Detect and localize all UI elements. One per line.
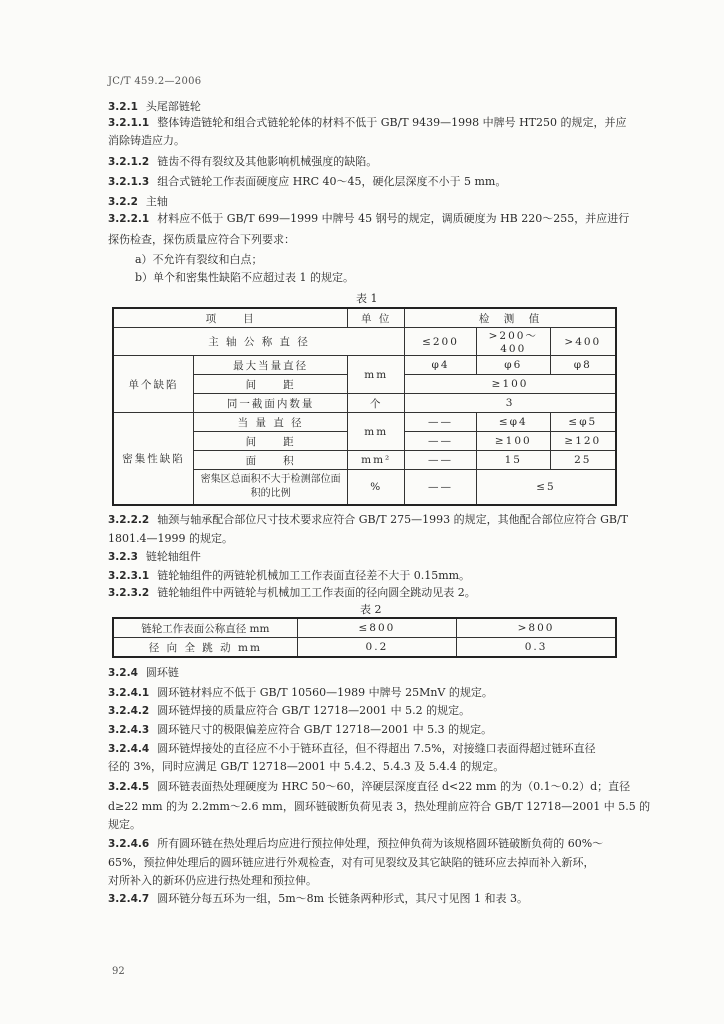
clause-text: 圆环链材料应不低于 GB/T 10560—1989 中牌号 25MnV 的规定。	[157, 686, 493, 699]
table-cell: ≥100	[405, 375, 616, 394]
clause-number: 3.2.3.2	[108, 587, 150, 599]
table-header-row	[113, 308, 616, 328]
clause-text: 组合式链轮工作表面硬度应 HRC 40～45，硬化层深度不小于 5 mm。	[157, 175, 507, 188]
clause-number: 3.2.1.1	[108, 117, 150, 129]
standard-code: JC/T 459.2—2006	[108, 76, 202, 87]
table-cell: ——	[405, 413, 477, 432]
group-label: 密集性缺陷	[113, 413, 194, 506]
clause-text: 材料应不低于 GB/T 699—1999 中牌号 45 钢号的规定，调质硬度为 HB 220～255，并应进行	[157, 212, 630, 225]
table-row	[113, 413, 616, 432]
clause-line	[108, 532, 233, 546]
clause-text: 圆环链尺寸的极限偏差应符合 GB/T 12718—2001 中 5.3 的规定。	[157, 723, 493, 736]
clause-text: 圆环链焊接的质量应符合 GB/T 12718—2001 中 5.2 的规定。	[157, 704, 471, 717]
table-cell: 0.2	[297, 638, 456, 658]
row-label: 同一截面内数量	[194, 394, 348, 413]
table-cell: ≤5	[476, 470, 616, 506]
clause-text: 所有圆环链在热处理后均应进行预拉伸处理，预拉伸负荷为该规格圆环链破断负荷的 60%～	[157, 837, 604, 850]
clause-number: 3.2.1	[108, 101, 138, 113]
clause-line	[108, 134, 185, 148]
clause-text: 链轮轴组件	[145, 550, 201, 563]
row-label: 最大当量直径	[194, 356, 348, 375]
list-item	[135, 271, 354, 285]
clause-text: 圆环链焊接处的直径应不小于链环直径，但不得超出 7.5%，对接缝口表面得超过链环直径	[157, 742, 596, 755]
clause-text: 探伤检查，探伤质量应符合下列要求：	[108, 233, 295, 246]
header-value: 检 测 值	[405, 308, 616, 328]
clause-text: 消除铸造应力。	[108, 134, 185, 147]
clause-line	[108, 212, 629, 226]
row-label: 面 积	[194, 451, 348, 470]
clause-text: 链轮轴组件中两链轮与机械加工工作表面的径向圆全跳动见表 2。	[157, 586, 476, 599]
table-caption: 表 2	[360, 603, 382, 616]
table-row	[113, 638, 616, 658]
clause-text: 链齿不得有裂纹及其他影响机械强度的缺陷。	[157, 155, 378, 168]
clause-text: 径的 3%，同时应满足 GB/T 12718—2001 中 5.4.2、5.4.3 及 5.4.4 的规定。	[108, 760, 505, 773]
clause-line	[108, 233, 295, 247]
table-cell: 3	[405, 394, 616, 413]
clause-text: 1801.4—1999 的规定。	[108, 532, 233, 545]
unit-cell: 个	[348, 394, 405, 413]
defect-limits-table	[112, 307, 617, 506]
row-label: 间 距	[194, 375, 348, 394]
clause-line	[108, 155, 377, 169]
table-row	[113, 328, 616, 356]
table-cell: ——	[405, 470, 477, 506]
clause-line	[108, 723, 492, 737]
clause-number: 3.2.2.2	[108, 514, 150, 526]
clause-number: 3.2.4.6	[108, 838, 150, 850]
clause-line	[108, 686, 493, 700]
clause-text: a）不允许有裂纹和白点；	[135, 253, 263, 266]
clause-line	[108, 704, 470, 718]
table-cell: ——	[405, 432, 477, 451]
row-label: 径 向 全 跳 动 mm	[113, 638, 297, 658]
clause-text: 规定。	[108, 818, 141, 831]
unit-cell: mm²	[348, 451, 405, 470]
clause-line	[108, 586, 476, 600]
group-label: 单个缺陷	[113, 356, 194, 413]
table-cell: >200～400	[476, 328, 550, 356]
clause-number: 3.2.4	[108, 667, 138, 679]
clause-number: 3.2.4.2	[108, 705, 150, 717]
clause-number: 3.2.1.2	[108, 156, 150, 168]
clause-number: 3.2.3.1	[108, 570, 150, 582]
clause-text: 圆环链表面热处理硬度为 HRC 50～60，淬硬层深度直径 d<22 mm 的为（0.1～0.2）d；直径	[157, 780, 631, 793]
clause-text: 头尾部链轮	[145, 100, 201, 113]
clause-text: 整体铸造链轮和组合式链轮轮体的材料不低于 GB/T 9439—1998 中牌号 HT250 的规定，并应	[157, 116, 627, 129]
clause-line	[108, 837, 603, 851]
clause-text: d≥22 mm 的为 2.2mm～2.6 mm，圆环链破断负荷见表 3，热处理前应符合 GB/T 12718—2001 中 5.5 的	[108, 800, 651, 813]
unit-cell: mm	[348, 413, 405, 451]
clause-line	[108, 874, 317, 888]
row-label: 间 距	[194, 432, 348, 451]
table-cell: 25	[550, 451, 616, 470]
clause-line	[108, 195, 168, 209]
table-cell: ≤φ4	[476, 413, 550, 432]
row-label: 主 轴 公 称 直 径	[113, 328, 405, 356]
table-caption: 表 1	[356, 292, 378, 305]
clause-line	[108, 818, 141, 832]
clause-text: 轴颈与轴承配合部位尺寸技术要求应符合 GB/T 275—1993 的规定，其他配合部位应符合 GB/T	[157, 513, 629, 526]
clause-line	[108, 550, 201, 564]
header-unit: 单 位	[348, 308, 405, 328]
table-cell: φ4	[405, 356, 477, 375]
clause-line	[108, 116, 627, 130]
clause-number: 3.2.4.1	[108, 687, 150, 699]
table-cell: ≤800	[297, 618, 456, 638]
clause-line	[108, 780, 630, 794]
clause-text: 对所补入的新环仍应进行热处理和预拉伸。	[108, 874, 317, 887]
list-item	[135, 253, 263, 267]
table-cell: ≤200	[405, 328, 477, 356]
table-cell: 15	[476, 451, 550, 470]
row-label: 密集区总面积不大于检测部位面积的比例	[194, 470, 348, 506]
clause-line	[108, 569, 470, 583]
clause-number: 3.2.4.5	[108, 781, 150, 793]
clause-number: 3.2.1.3	[108, 176, 150, 188]
clause-line	[108, 100, 201, 114]
clause-number: 3.2.2	[108, 196, 138, 208]
table-cell: ≥100	[476, 432, 550, 451]
clause-text: b）单个和密集性缺陷不应超过表 1 的规定。	[135, 271, 355, 284]
clause-line	[108, 800, 650, 814]
clause-number: 3.2.4.3	[108, 724, 150, 736]
page-number: 92	[112, 966, 125, 977]
clause-line	[108, 892, 528, 906]
table-row	[113, 356, 616, 375]
table-cell: ≤φ5	[550, 413, 616, 432]
clause-line	[108, 513, 628, 527]
clause-line	[108, 175, 506, 189]
unit-cell: %	[348, 470, 405, 506]
clause-line	[108, 742, 596, 756]
clause-line	[108, 856, 594, 870]
clause-line	[108, 760, 504, 774]
unit-cell: mm	[348, 356, 405, 394]
table-cell: >400	[550, 328, 616, 356]
clause-text: 65%，预拉伸处理后的圆环链应进行外观检查，对有可见裂纹及其它缺陷的链环应去掉而补入新环，	[108, 856, 595, 869]
table-row	[113, 618, 616, 638]
row-label: 当 量 直 径	[194, 413, 348, 432]
clause-text: 圆环链	[145, 666, 179, 679]
runout-table	[112, 617, 617, 658]
clause-text: 链轮轴组件的两链轮机械加工工作表面直径差不大于 0.15mm。	[157, 569, 471, 582]
clause-number: 3.2.4.4	[108, 743, 150, 755]
table-cell: 0.3	[457, 638, 616, 658]
clause-number: 3.2.4.7	[108, 893, 150, 905]
clause-line	[108, 666, 179, 680]
table-cell: ≥120	[550, 432, 616, 451]
clause-text: 圆环链分每五环为一组，5m～8m 长链条两种形式，其尺寸见图 1 和表 3。	[157, 892, 529, 905]
clause-number: 3.2.3	[108, 551, 138, 563]
row-label: 链轮工作表面公称直径 mm	[113, 618, 297, 638]
table-cell: ——	[405, 451, 477, 470]
table-cell: φ8	[550, 356, 616, 375]
clause-text: 主轴	[145, 195, 168, 208]
clause-number: 3.2.2.1	[108, 213, 150, 225]
table-cell: >800	[457, 618, 616, 638]
table-cell: φ6	[476, 356, 550, 375]
header-item: 项 目	[113, 308, 348, 328]
